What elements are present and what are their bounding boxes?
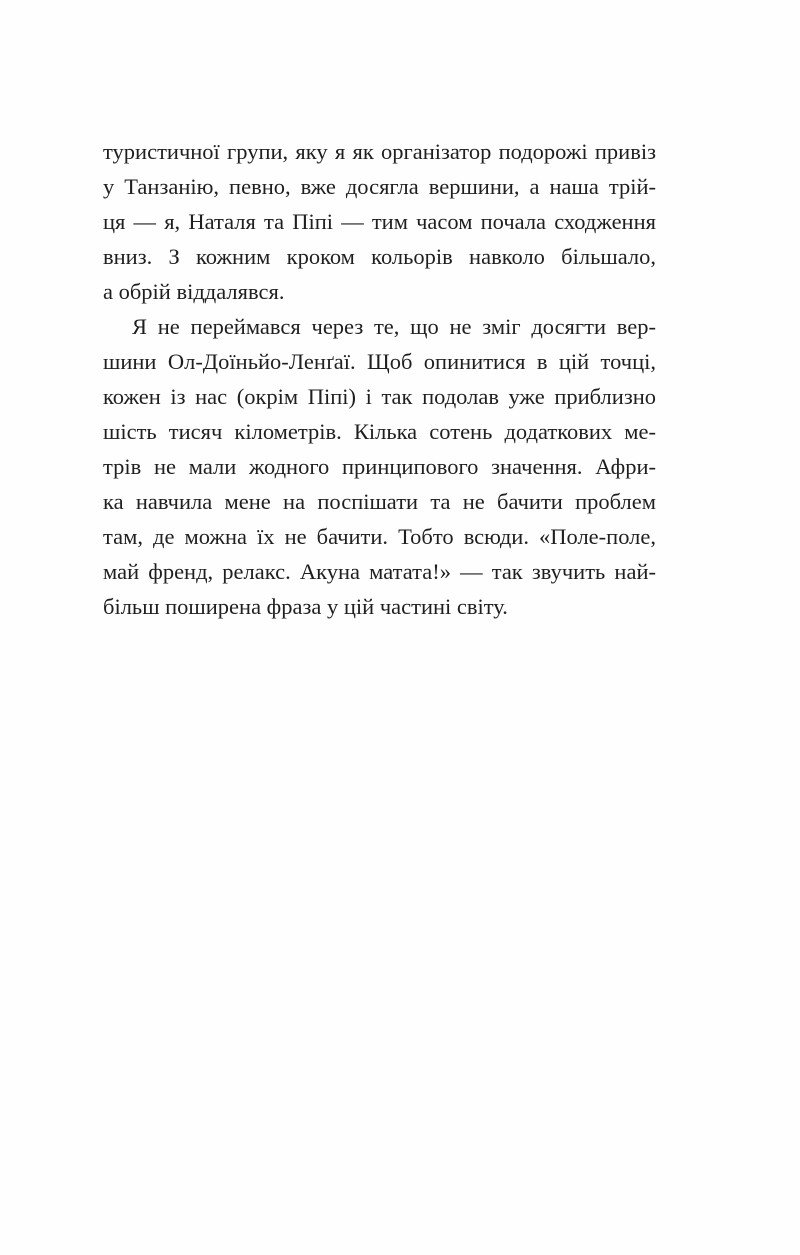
text-line: кожен із нас (окрім Піпі) і так подолав уже приблизно <box>103 384 656 409</box>
text-line: а обрій віддалявся. <box>103 279 285 304</box>
text-line: ка навчила мене на поспішати та не бачити проблем <box>103 489 656 514</box>
text-block <box>103 134 656 624</box>
paragraph <box>103 134 656 309</box>
text-line: туристичної групи, яку я як організатор подорожі привіз <box>103 139 656 164</box>
text-line: трів не мали жодного принципового значення. Афри- <box>103 454 656 479</box>
text-line: там, де можна їх не бачити. Тобто всюди. «Поле-поле, <box>103 524 656 549</box>
text-line: ця — я, Наталя та Піпі — тим часом почала сходження <box>103 209 656 234</box>
text-line: Я не переймався через те, що не зміг досягти вер- <box>132 314 656 339</box>
text-line: більш поширена фраза у цій частині світу. <box>103 594 508 619</box>
text-line: шини Ол-Доїньйо-Ленґаї. Щоб опинитися в цій точці, <box>103 349 656 374</box>
paragraph <box>103 309 656 624</box>
text-line: май френд, релакс. Акуна матата!» — так звучить най- <box>103 559 656 584</box>
text-line: вниз. З кожним кроком кольорів навколо більшало, <box>103 244 656 269</box>
text-line: шість тисяч кілометрів. Кілька сотень додаткових ме- <box>103 419 656 444</box>
text-line: у Танзанію, певно, вже досягла вершини, а наша трій- <box>103 174 656 199</box>
